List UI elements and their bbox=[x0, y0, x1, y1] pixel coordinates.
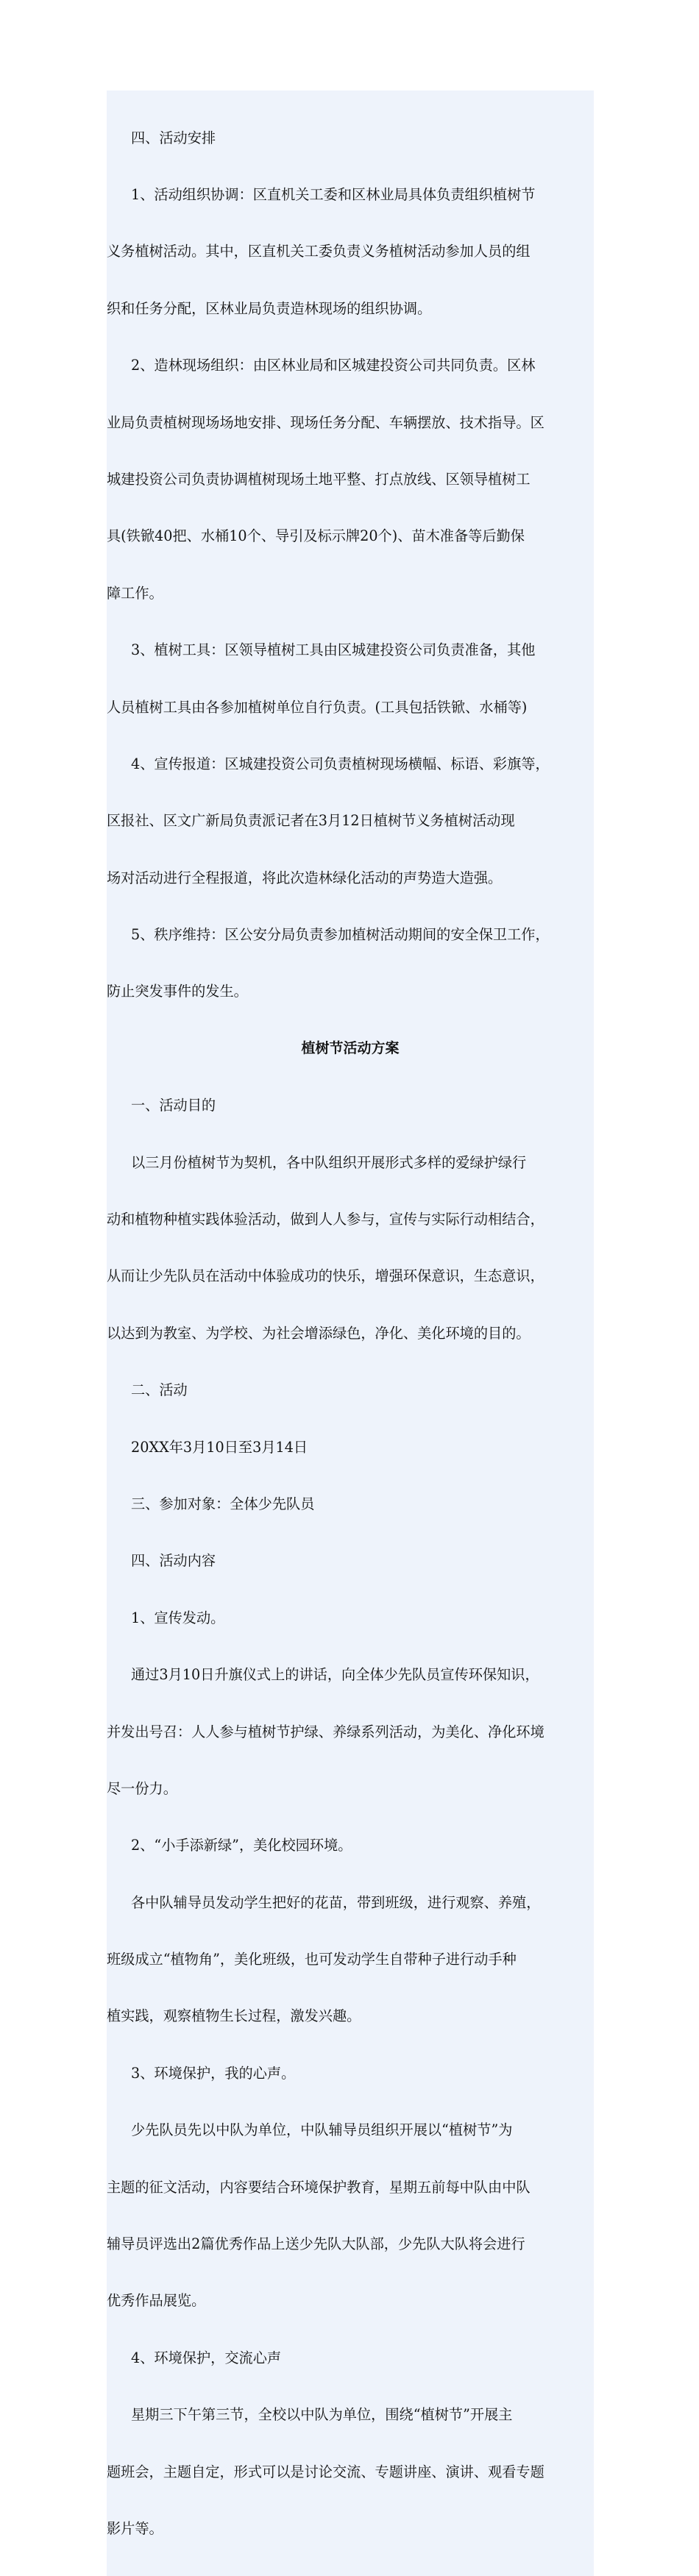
paragraph-line: 场对活动进行全程报道，将此次造林绿化活动的声势造大造强。 bbox=[107, 869, 503, 886]
subsection-heading: 1、宣传发动。 bbox=[131, 1609, 225, 1626]
paragraph-line: 人员植树工具由各参加植树单位自行负责。(工具包括铁锨、水桶等) bbox=[107, 698, 528, 716]
paragraph-line: 区报社、区文广新局负责派记者在3月12日植树节义务植树活动现 bbox=[107, 812, 515, 830]
paragraph-line: 5、秩序维持：区公安分局负责参加植树活动期间的安全保卫工作， bbox=[131, 926, 550, 944]
paragraph-line: 少先队员先以中队为单位，中队辅导员组织开展以“植树节”为 bbox=[131, 2121, 513, 2139]
section-heading: 二、活动 bbox=[131, 1381, 188, 1399]
paragraph-line: 业局负责植树现场场地安排、现场任务分配、车辆摆放、技术指导。区 bbox=[107, 413, 544, 431]
paragraph-line: 3、植树工具：区领导植树工具由区城建投资公司负责准备，其他 bbox=[131, 641, 536, 659]
paragraph-line: 以达到为教室、为学校、为社会增添绿色，净化、美化环境的目的。 bbox=[107, 1324, 531, 1342]
paragraph-line: 城建投资公司负责协调植树现场土地平整、打点放线、区领导植树工 bbox=[107, 470, 531, 488]
paragraph-line: 1、活动组织协调：区直机关工委和区林业局具体负责组织植树节 bbox=[131, 185, 536, 203]
subsection-heading: 3、环境保护，我的心声。 bbox=[131, 2064, 296, 2082]
subsection-heading: 4、环境保护，交流心声 bbox=[131, 2349, 282, 2366]
paragraph-line: 通过3月10日升旗仪式上的讲话，向全体少先队员宣传环保知识， bbox=[131, 1666, 539, 1684]
subsection-heading: 2、“小手添新绿”，美化校园环境。 bbox=[131, 1837, 352, 1854]
document-body bbox=[107, 90, 594, 2576]
paragraph-line: 并发出号召：人人参与植树节护绿、养绿系列活动，为美化、净化环境 bbox=[107, 1723, 544, 1740]
paragraph-line: 2、造林现场组织：由区林业局和区城建投资公司共同负责。区林 bbox=[131, 357, 536, 374]
paragraph-line: 障工作。 bbox=[107, 584, 163, 602]
paragraph-line: 具(铁锨40把、水桶10个、导引及标示牌20个)、苗木准备等后勤保 bbox=[107, 527, 525, 545]
paragraph-line: 主题的征文活动，内容要结合环境保护教育，星期五前每中队由中队 bbox=[107, 2178, 531, 2196]
paragraph-line: 星期三下午第三节，全校以中队为单位，围绕“植树节”开展主 bbox=[131, 2406, 513, 2424]
paragraph-line: 防止突发事件的发生。 bbox=[107, 983, 248, 1000]
paragraph-line: 题班会，主题自定，形式可以是讨论交流、专题讲座、演讲、观看专题 bbox=[107, 2463, 544, 2480]
paragraph-line: 尽一份力。 bbox=[107, 1779, 177, 1797]
paragraph-line: 20XX年3月10日至3月14日 bbox=[131, 1438, 308, 1456]
section-heading: 一、活动目的 bbox=[131, 1097, 216, 1114]
paragraph-line: 优秀作品展览。 bbox=[107, 2292, 206, 2310]
paragraph-line: 织和任务分配，区林业局负责造林现场的组织协调。 bbox=[107, 299, 432, 317]
paragraph-line: 影片等。 bbox=[107, 2520, 163, 2537]
paragraph-line: 以三月份植树节为契机，各中队组织开展形式多样的爱绿护绿行 bbox=[131, 1153, 527, 1171]
paragraph-line: 班级成立“植物角”，美化班级，也可发动学生自带种子进行动手种 bbox=[107, 1951, 517, 1968]
paragraph-line: 各中队辅导员发动学生把好的花苗，带到班级，进行观察、养殖， bbox=[131, 1893, 541, 1911]
paragraph-line: 动和植物种植实践体验活动，做到人人参与，宣传与实际行动相结合， bbox=[107, 1211, 544, 1228]
paragraph-line: 义务植树活动。其中，区直机关工委负责义务植树活动参加人员的组 bbox=[107, 243, 531, 260]
document-title: 植树节活动方案 bbox=[301, 1039, 400, 1056]
paragraph-line: 4、宣传报道：区城建投资公司负责植树现场横幅、标语、彩旗等， bbox=[131, 755, 550, 772]
paragraph-line: 植实践，观察植物生长过程，激发兴趣。 bbox=[107, 2007, 361, 2025]
paragraph-line: 从而让少先队员在活动中体验成功的快乐，增强环保意识，生态意识， bbox=[107, 1267, 544, 1285]
section-heading: 三、参加对象：全体少先队员 bbox=[131, 1495, 315, 1512]
section-heading: 四、活动内容 bbox=[131, 1552, 216, 1570]
section-heading: 四、活动安排 bbox=[131, 129, 216, 146]
paragraph-line: 辅导员评选出2篇优秀作品上送少先队大队部，少先队大队将会进行 bbox=[107, 2235, 525, 2253]
